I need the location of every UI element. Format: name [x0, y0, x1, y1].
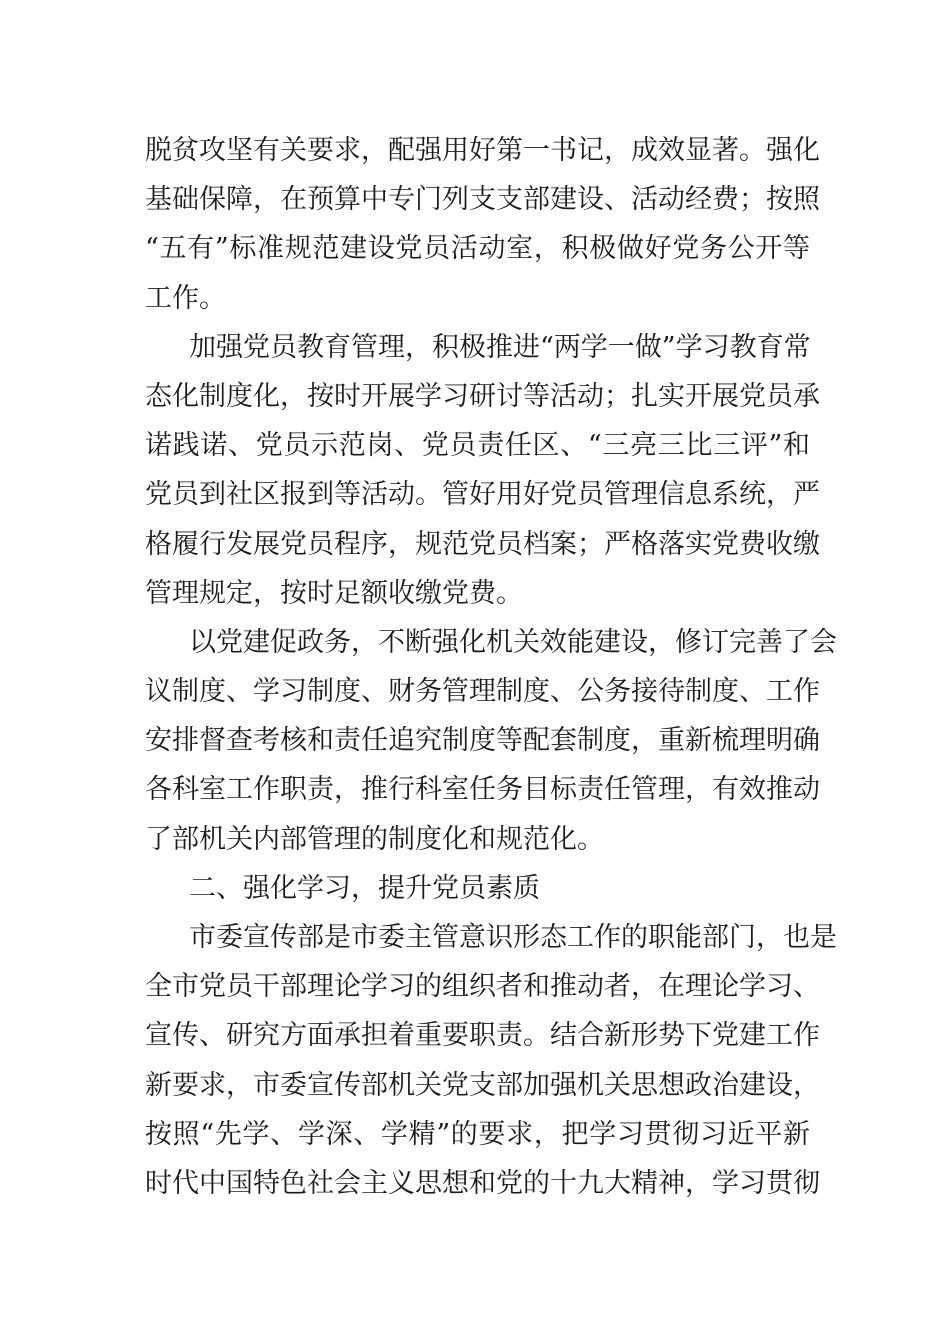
text-line: 格履行发展党员程序，规范党员档案；严格落实党费收缴: [145, 528, 820, 560]
text-line: 基础保障，在预算中专门列支支部建设、活动经费；按照: [145, 184, 820, 216]
paragraph-1: [145, 126, 820, 323]
text-line: 安排督查考核和责任追究制度等配套制度，重新梳理明确: [145, 725, 820, 757]
heading-line: 二、强化学习，提升党员素质: [189, 872, 540, 904]
text-line: 党员到社区报到等活动。管好用好党员管理信息系统，严: [145, 479, 820, 511]
document-body: [145, 126, 837, 1208]
text-line: 态化制度化，按时开展学习研讨等活动；扎实开展党员承: [145, 380, 820, 412]
section-heading: [145, 864, 810, 913]
text-line: 各科室工作职责，推行科室任务目标责任管理，有效推动: [145, 774, 820, 806]
text-line: 新要求，市委宣传部机关党支部加强机关思想政治建设，: [145, 1069, 820, 1101]
text-line: 管理规定，按时足额收缴党费。: [145, 577, 523, 609]
text-line: 了部机关内部管理的制度化和规范化。: [145, 823, 604, 855]
text-line: 诺践诺、党员示范岗、党员责任区、“三亮三比三评”和: [145, 430, 810, 462]
text-line: 加强党员教育管理，积极推进“两学一做”学习教育常: [189, 331, 811, 363]
text-line: 议制度、学习制度、财务管理制度、公务接待制度、工作: [145, 676, 820, 708]
text-line: “五有”标准规范建设党员活动室，积极做好党务公开等: [145, 233, 810, 265]
text-line: 全市党员干部理论学习的组织者和推动者，在理论学习、: [145, 971, 820, 1003]
text-line: 以党建促政务，不断强化机关效能建设，修订完善了会: [189, 626, 837, 658]
text-line: 脱贫攻坚有关要求，配强用好第一书记，成效显著。强化: [145, 135, 820, 166]
text-line: 宣传、研究方面承担着重要职责。结合新形势下党建工作: [145, 1020, 820, 1052]
text-line: 市委宣传部是市委主管意识形态工作的职能部门，也是: [189, 922, 837, 953]
text-line: 时代中国特色社会主义思想和党的十九大精神，学习贯彻: [145, 1167, 820, 1199]
text-line: 工作。: [145, 282, 226, 314]
text-line: 按照“先学、学深、学精”的要求，把学习贯彻习近平新: [145, 1118, 810, 1150]
paragraph-5: [145, 913, 837, 1208]
paragraph-2: [145, 323, 820, 618]
paragraph-3: [145, 618, 837, 864]
